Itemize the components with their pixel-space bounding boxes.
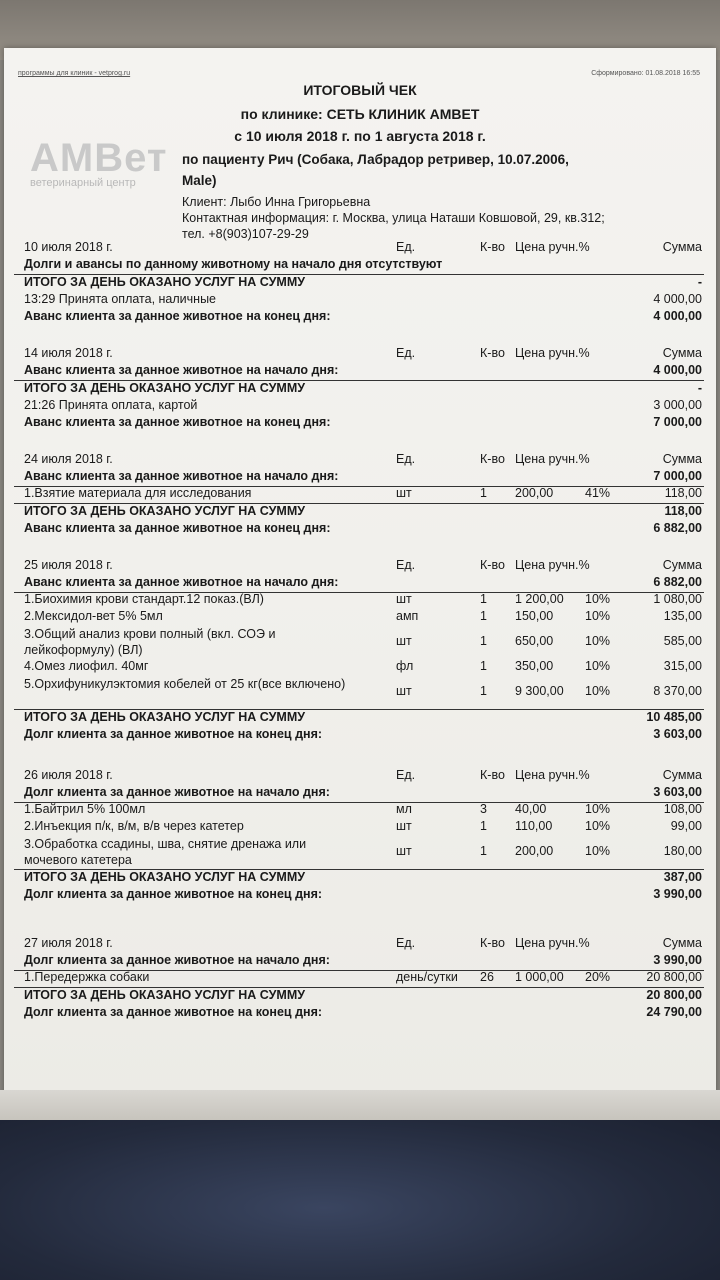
service-sum: 315,00 xyxy=(663,659,702,673)
day-start-balance-row xyxy=(18,785,708,801)
day-header-row xyxy=(18,768,708,784)
service-name: 5.Орхифуникулэктомия кобелей от 25 кг(все включено) xyxy=(24,677,346,691)
service-sum: 135,00 xyxy=(663,609,702,623)
day-header-row xyxy=(18,346,708,362)
column-sum: Сумма xyxy=(662,768,702,782)
column-unit: Ед. xyxy=(396,558,416,572)
column-qty: К-во xyxy=(480,240,505,254)
end-balance-label: Долг клиента за данное животное на конец дня: xyxy=(24,887,323,901)
service-row xyxy=(18,486,708,502)
payment-row xyxy=(18,292,708,308)
service-name: 3.Общий анализ крови полный (вкл. СОЭ и лейкоформулу) (ВЛ) xyxy=(24,627,276,657)
service-discount: 10% xyxy=(585,609,611,623)
column-sum: Сумма xyxy=(662,240,702,254)
logo-subtitle: ветеринарный центр xyxy=(30,177,136,189)
column-price: Цена ручн.% xyxy=(515,346,590,360)
day-end-balance-row xyxy=(18,1005,708,1021)
service-name: 3.Обработка ссадины, шва, снятие дренажа или мочевого катетера xyxy=(24,837,307,867)
service-discount: 10% xyxy=(585,592,611,606)
clinic-line: по клинике: СЕТЬ КЛИНИК АМВЕТ xyxy=(240,106,480,122)
client-phone: тел. +8(903)107-29-29 xyxy=(182,227,309,241)
start-balance-value: 3 603,00 xyxy=(653,785,702,799)
service-unit: мл xyxy=(396,802,412,816)
day-header-row xyxy=(18,936,708,952)
service-name: 2.Мексидол-вет 5% 5мл xyxy=(24,609,163,623)
day-total-label: ИТОГО ЗА ДЕНЬ ОКАЗАНО УСЛУГ НА СУММУ xyxy=(24,504,306,518)
day-total-label: ИТОГО ЗА ДЕНЬ ОКАЗАНО УСЛУГ НА СУММУ xyxy=(24,381,306,395)
day-total-row xyxy=(18,870,708,886)
service-row xyxy=(18,802,708,818)
service-unit: фл xyxy=(396,659,414,673)
service-unit: шт xyxy=(396,844,412,858)
end-balance-label: Аванс клиента за данное животное на конец дня: xyxy=(24,309,331,323)
service-discount: 10% xyxy=(585,634,611,648)
start-balance-label: Аванс клиента за данное животное на начало дня: xyxy=(24,575,339,589)
generated-timestamp: Сформировано: 01.08.2018 16:55 xyxy=(591,70,700,77)
day-total-label: ИТОГО ЗА ДЕНЬ ОКАЗАНО УСЛУГ НА СУММУ xyxy=(24,988,306,1002)
end-balance-value: 7 000,00 xyxy=(653,415,702,429)
clinic-logo xyxy=(30,136,167,189)
start-balance-label: Долги и авансы по данному животному на начало дня отсутствуют xyxy=(24,257,443,271)
service-unit: шт xyxy=(396,486,412,500)
vendor-link[interactable]: программы для клиник - vetprog.ru xyxy=(18,70,131,77)
day-header-row xyxy=(18,240,708,256)
service-row xyxy=(18,626,708,658)
service-discount: 10% xyxy=(585,844,611,858)
service-row xyxy=(18,819,708,835)
service-qty: 1 xyxy=(480,844,487,858)
day-date: 27 июля 2018 г. xyxy=(24,936,113,950)
column-unit: Ед. xyxy=(396,936,416,950)
service-name: 1.Передержка собаки xyxy=(24,970,150,984)
end-balance-value: 4 000,00 xyxy=(653,309,702,323)
service-price: 650,00 xyxy=(515,634,554,648)
service-qty: 1 xyxy=(480,634,487,648)
service-unit: амп xyxy=(396,609,419,623)
payment-row xyxy=(18,398,708,414)
day-date: 14 июля 2018 г. xyxy=(24,346,113,360)
service-row xyxy=(18,676,708,708)
day-end-balance-row xyxy=(18,415,708,431)
service-qty: 1 xyxy=(480,659,487,673)
service-row xyxy=(18,592,708,608)
column-unit: Ед. xyxy=(396,768,416,782)
service-price: 150,00 xyxy=(515,609,554,623)
service-name: 2.Инъекция п/к, в/м, в/в через катетер xyxy=(24,819,244,833)
service-row xyxy=(18,970,708,986)
day-total-value: 387,00 xyxy=(663,870,702,884)
day-total-row xyxy=(18,275,708,291)
service-qty: 26 xyxy=(480,970,494,984)
payment-value: 4 000,00 xyxy=(653,292,702,306)
service-discount: 10% xyxy=(585,659,611,673)
column-sum: Сумма xyxy=(662,936,702,950)
payment-value: 3 000,00 xyxy=(653,398,702,412)
day-start-balance-row xyxy=(18,469,708,485)
service-qty: 1 xyxy=(480,592,487,606)
start-balance-value: 4 000,00 xyxy=(653,363,702,377)
service-name: 4.Омез лиофил. 40мг xyxy=(24,659,149,673)
end-balance-label: Аванс клиента за данное животное на конец дня: xyxy=(24,521,331,535)
start-balance-label: Аванс клиента за данное животное на начало дня: xyxy=(24,469,339,483)
column-unit: Ед. xyxy=(396,240,416,254)
service-discount: 41% xyxy=(585,486,611,500)
end-balance-value: 6 882,00 xyxy=(653,521,702,535)
service-unit: шт xyxy=(396,634,412,648)
column-price: Цена ручн.% xyxy=(515,936,590,950)
receipt-title: ИТОГОВЫЙ ЧЕК xyxy=(303,82,417,98)
patient-sex: Male) xyxy=(182,173,217,188)
payment-label: 13:29 Принята оплата, наличные xyxy=(24,292,217,306)
day-date: 24 июля 2018 г. xyxy=(24,452,113,466)
column-qty: К-во xyxy=(480,346,505,360)
service-sum: 180,00 xyxy=(663,844,702,858)
client-contact: Контактная информация: г. Москва, улица Наташи Ковшовой, 29, кв.312; xyxy=(182,211,605,225)
background-fabric xyxy=(0,1100,720,1280)
service-price: 1 000,00 xyxy=(515,970,564,984)
start-balance-value: 7 000,00 xyxy=(653,469,702,483)
day-total-value: - xyxy=(697,381,702,395)
receipt-paper xyxy=(4,48,716,1110)
column-price: Цена ручн.% xyxy=(515,768,590,782)
day-end-balance-row xyxy=(18,727,708,743)
service-qty: 1 xyxy=(480,609,487,623)
client-name: Клиент: Лыбо Инна Григорьевна xyxy=(182,195,371,209)
column-qty: К-во xyxy=(480,558,505,572)
service-price: 40,00 xyxy=(515,802,547,816)
day-total-value: 20 800,00 xyxy=(646,988,702,1002)
logo-wordmark: АМВет xyxy=(30,136,168,180)
service-row xyxy=(18,609,708,625)
service-name: 1.Биохимия крови стандарт.12 показ.(ВЛ) xyxy=(24,592,264,606)
day-total-value: - xyxy=(697,275,702,289)
service-sum: 585,00 xyxy=(663,634,702,648)
service-sum: 8 370,00 xyxy=(653,684,702,698)
service-discount: 20% xyxy=(585,970,611,984)
day-start-balance-row xyxy=(18,257,708,273)
end-balance-value: 3 603,00 xyxy=(653,727,702,741)
service-price: 9 300,00 xyxy=(515,684,564,698)
day-start-balance-row xyxy=(18,953,708,969)
day-start-balance-row xyxy=(18,363,708,379)
service-unit: шт xyxy=(396,684,412,698)
day-total-row xyxy=(18,381,708,397)
service-qty: 3 xyxy=(480,802,487,816)
column-price: Цена ручн.% xyxy=(515,240,590,254)
start-balance-label: Долг клиента за данное животное на начало дня: xyxy=(24,953,330,967)
service-sum: 20 800,00 xyxy=(646,970,702,984)
payment-label: 21:26 Принята оплата, картой xyxy=(24,398,198,412)
service-sum: 1 080,00 xyxy=(653,592,702,606)
day-header-row xyxy=(18,558,708,574)
day-end-balance-row xyxy=(18,309,708,325)
day-total-label: ИТОГО ЗА ДЕНЬ ОКАЗАНО УСЛУГ НА СУММУ xyxy=(24,275,306,289)
day-total-value: 10 485,00 xyxy=(646,710,702,724)
day-total-label: ИТОГО ЗА ДЕНЬ ОКАЗАНО УСЛУГ НА СУММУ xyxy=(24,710,306,724)
start-balance-label: Аванс клиента за данное животное на начало дня: xyxy=(24,363,339,377)
day-total-row xyxy=(18,504,708,520)
service-qty: 1 xyxy=(480,684,487,698)
day-date: 25 июля 2018 г. xyxy=(24,558,113,572)
service-sum: 118,00 xyxy=(664,486,702,500)
day-end-balance-row xyxy=(18,521,708,537)
column-price: Цена ручн.% xyxy=(515,452,590,466)
column-sum: Сумма xyxy=(662,346,702,360)
end-balance-label: Долг клиента за данное животное на конец дня: xyxy=(24,1005,323,1019)
service-discount: 10% xyxy=(585,819,611,833)
column-price: Цена ручн.% xyxy=(515,558,590,572)
day-total-row xyxy=(18,988,708,1004)
service-price: 200,00 xyxy=(515,486,554,500)
service-price: 1 200,00 xyxy=(515,592,564,606)
day-total-row xyxy=(18,710,708,726)
service-unit: шт xyxy=(396,819,412,833)
service-price: 110,00 xyxy=(515,819,553,833)
column-sum: Сумма xyxy=(662,558,702,572)
column-sum: Сумма xyxy=(662,452,702,466)
start-balance-label: Долг клиента за данное животное на начало дня: xyxy=(24,785,330,799)
column-qty: К-во xyxy=(480,452,505,466)
service-price: 200,00 xyxy=(515,844,554,858)
day-date: 26 июля 2018 г. xyxy=(24,768,113,782)
service-name: 1.Взятие материала для исследования xyxy=(24,486,252,500)
service-qty: 1 xyxy=(480,819,487,833)
start-balance-value: 6 882,00 xyxy=(653,575,702,589)
service-discount: 10% xyxy=(585,684,611,698)
paper-fold xyxy=(0,1090,720,1120)
column-qty: К-во xyxy=(480,768,505,782)
service-qty: 1 xyxy=(480,486,487,500)
service-price: 350,00 xyxy=(515,659,554,673)
service-row xyxy=(18,659,708,675)
service-sum: 108,00 xyxy=(663,802,702,816)
end-balance-label: Аванс клиента за данное животное на конец дня: xyxy=(24,415,331,429)
patient-line: по пациенту Рич (Собака, Лабрадор ретривер, 10.07.2006, xyxy=(182,152,569,167)
service-name: 1.Байтрил 5% 100мл xyxy=(24,802,146,816)
end-balance-value: 3 990,00 xyxy=(653,887,702,901)
column-unit: Ед. xyxy=(396,346,416,360)
day-start-balance-row xyxy=(18,575,708,591)
day-date: 10 июля 2018 г. xyxy=(24,240,113,254)
column-qty: К-во xyxy=(480,936,505,950)
end-balance-value: 24 790,00 xyxy=(646,1005,702,1019)
period-line: с 10 июля 2018 г. по 1 августа 2018 г. xyxy=(234,128,486,144)
service-unit: шт xyxy=(396,592,412,606)
column-unit: Ед. xyxy=(396,452,416,466)
day-total-label: ИТОГО ЗА ДЕНЬ ОКАЗАНО УСЛУГ НА СУММУ xyxy=(24,870,306,884)
start-balance-value: 3 990,00 xyxy=(653,953,702,967)
service-sum: 99,00 xyxy=(670,819,702,833)
day-header-row xyxy=(18,452,708,468)
day-end-balance-row xyxy=(18,887,708,903)
end-balance-label: Долг клиента за данное животное на конец дня: xyxy=(24,727,323,741)
service-unit: день/сутки xyxy=(396,970,458,984)
day-total-value: 118,00 xyxy=(664,504,702,518)
service-row xyxy=(18,836,708,868)
service-discount: 10% xyxy=(585,802,611,816)
